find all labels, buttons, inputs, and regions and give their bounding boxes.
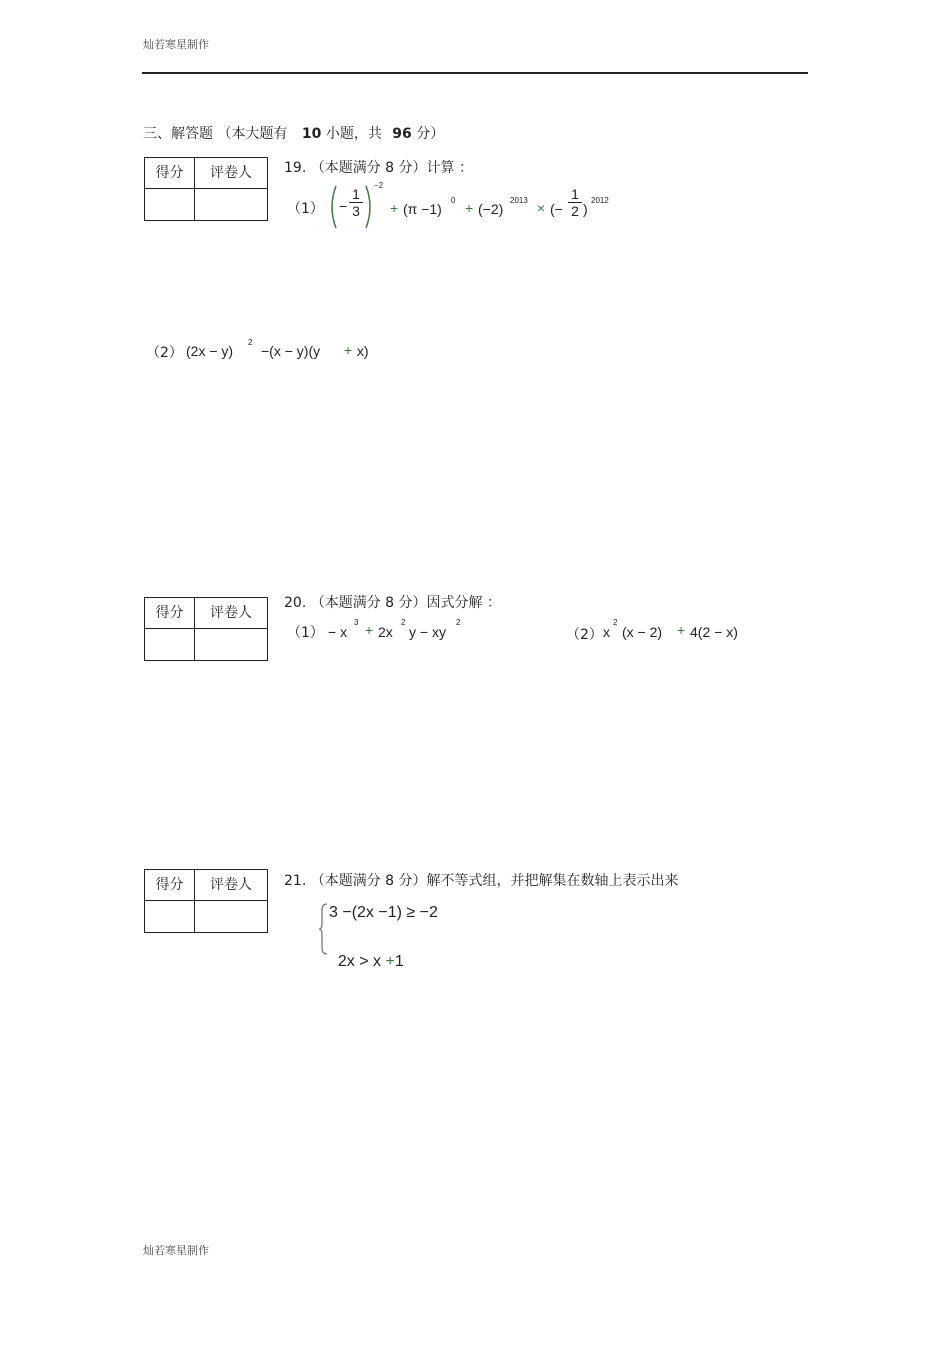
question-19-part1-label: （1） bbox=[287, 201, 324, 217]
p1-neg-two-term: (−2) bbox=[478, 201, 504, 217]
q20-p1-plus: + bbox=[365, 622, 374, 638]
q20-p1-exp3: 2 bbox=[456, 618, 461, 627]
inequality-line-2 bbox=[329, 935, 404, 971]
p2-term-b: −(x − y)(y bbox=[261, 343, 325, 359]
fraction-numerator: 1 bbox=[571, 186, 579, 202]
grade-box-q19 bbox=[144, 157, 268, 221]
grade-reviewer-label: 评卷人 bbox=[195, 598, 267, 629]
grade-reviewer-label: 评卷人 bbox=[195, 158, 267, 189]
q20-p1-a: − x bbox=[328, 624, 348, 640]
question-19-part2-label: （2） bbox=[146, 345, 183, 361]
question-20-title: 20. （本题满分 8 分）因式分解 ： bbox=[284, 595, 501, 611]
q20-p1-b: 2x bbox=[378, 624, 393, 640]
grade-box-q21 bbox=[144, 869, 268, 933]
section-points: 96 bbox=[392, 126, 412, 142]
question-20-part1-label: （1） bbox=[287, 625, 324, 641]
question-20-part2-label: （2） bbox=[566, 627, 603, 643]
question-19-title: 19. （本题满分 8 分）计算 ： bbox=[284, 160, 473, 176]
p1-times: × bbox=[537, 200, 546, 216]
p1-open-4: (− bbox=[550, 201, 563, 217]
section-points-unit: 分） bbox=[416, 126, 445, 142]
p1-exponent-3: 2013 bbox=[510, 196, 528, 205]
inequality-line-2-b: 1 bbox=[394, 953, 404, 970]
grade-score-cell bbox=[145, 629, 195, 660]
p1-exponent-4: 2012 bbox=[591, 196, 609, 205]
p1-exponent-2: 0 bbox=[451, 196, 456, 205]
page-footer: 灿若寒星制作 bbox=[143, 1244, 209, 1257]
q20-p2-c: 4(2 − x) bbox=[690, 624, 738, 640]
q20-p2-exp1: 2 bbox=[613, 618, 618, 627]
grade-score-label: 得分 bbox=[145, 870, 195, 901]
grade-reviewer-cell bbox=[195, 901, 267, 932]
q20-p2-b: (x − 2) bbox=[622, 624, 666, 640]
grade-score-label: 得分 bbox=[145, 598, 195, 629]
q20-p1-exp2: 2 bbox=[401, 618, 406, 627]
section-count-unit: 小题，共 bbox=[325, 126, 382, 142]
q20-p2-a: x bbox=[603, 624, 610, 640]
inequality-line-2-plus: + bbox=[385, 953, 395, 970]
grade-reviewer-label: 评卷人 bbox=[195, 870, 267, 901]
grade-box-q20 bbox=[144, 597, 268, 661]
grade-score-cell bbox=[145, 901, 195, 932]
question-21-title: 21. （本题满分 8 分）解不等式组，并把解集在数轴上表示出来 bbox=[284, 873, 679, 889]
header-rule bbox=[142, 72, 808, 74]
fraction-one-half bbox=[568, 186, 582, 219]
grade-reviewer-cell bbox=[195, 189, 267, 220]
p1-neg-sign: − bbox=[339, 198, 348, 214]
fraction-denominator: 3 bbox=[352, 203, 360, 219]
fraction-denominator: 2 bbox=[571, 203, 579, 219]
section-question-count: 10 bbox=[301, 126, 322, 142]
inequality-line-2-a: 2x > x bbox=[337, 953, 386, 970]
q20-p1-c: y − xy bbox=[409, 624, 446, 640]
q20-p1-exp1: 3 bbox=[354, 618, 359, 627]
p1-close-4: ) bbox=[583, 201, 588, 217]
p2-exponent: 2 bbox=[248, 338, 253, 347]
p1-pi-term: (π −1) bbox=[403, 201, 442, 217]
grade-score-cell bbox=[145, 189, 195, 220]
p2-plus: + bbox=[344, 342, 353, 358]
page-header: 灿若寒星制作 bbox=[143, 38, 209, 51]
p1-plus-1: + bbox=[390, 200, 399, 216]
section-title bbox=[143, 123, 444, 143]
section-title-text: 三、解答题 （本大题有 bbox=[143, 126, 288, 142]
p1-exponent-1: −2 bbox=[374, 181, 384, 190]
p2-term-a: (2x − y) bbox=[186, 343, 234, 359]
p2-term-c: x) bbox=[353, 343, 369, 359]
q20-p2-plus: + bbox=[677, 622, 686, 638]
grade-score-label: 得分 bbox=[145, 158, 195, 189]
fraction-numerator: 1 bbox=[352, 186, 360, 202]
grade-reviewer-cell bbox=[195, 629, 267, 660]
fraction-one-third bbox=[349, 186, 363, 219]
inequality-line-1: 3 −(2x −1) ≥ −2 bbox=[329, 904, 438, 921]
p1-plus-2: + bbox=[465, 200, 474, 216]
